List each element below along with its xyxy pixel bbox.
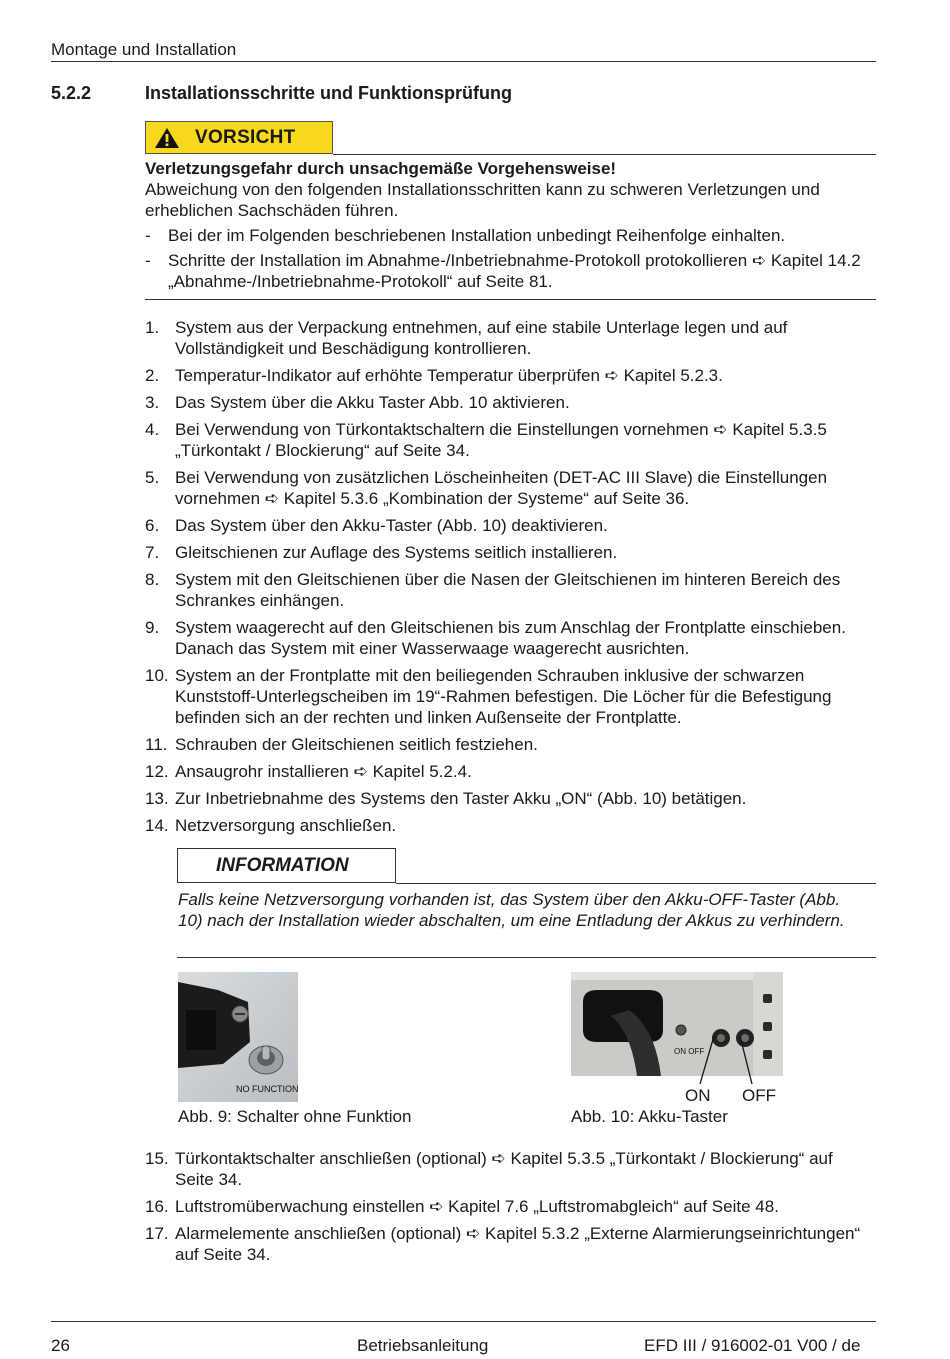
section-number: 5.2.2 [51, 83, 92, 103]
information-label: INFORMATION [216, 854, 349, 876]
list-item: 12. Ansaugrohr installieren ➪ Kapitel 5.2.4. [145, 762, 472, 781]
list-item: 16. Luftstromüberwachung einstellen ➪ Kapitel 7.6 „Luftstromabgleich“ auf Seite 48. [145, 1197, 779, 1216]
warning-item: - Schritte der Installation im Abnahme-/Inbetriebnahme-Protokoll protokollieren ➪ Kapitel 14.2 „Abnahme-/Inbetriebnahme-Protokoll“ auf Seite 81. [145, 251, 861, 291]
list-item: 14. Netzversorgung anschließen. [145, 816, 397, 835]
list-item: 4. Bei Verwendung von Türkontaktschaltern die Einstellungen vornehmen ➪ Kapitel 5.3.5 „Türkontakt / Blockierung“ auf Seite 34. [145, 420, 827, 460]
figure-10-off-label: OFF [742, 1086, 776, 1105]
warning-headline: Verletzungsgefahr durch unsachgemäße Vorgehensweise! [145, 159, 617, 178]
list-item: 10. System an der Frontplatte mit den beiliegenden Schrauben inklusive der schwarzen Kunststoff-Unterlegscheiben im 19“-Rahmen befestigen. Die Löcher für die Befestigung befinden sich an der rechten und linken Außenseite der Frontplatte. [145, 666, 832, 727]
warning-triangle-icon [154, 127, 180, 149]
running-header: Montage und Installation [51, 40, 237, 59]
warning-end-rule [145, 299, 876, 300]
warning-text: Abweichung von den folgenden Installationsschritten kann zu schweren Verletzungen und erheblichen Sachschäden führen. [145, 180, 820, 220]
figure-9-photo-label: NO FUNCTION [236, 1084, 298, 1094]
list-item: 9. System waagerecht auf den Gleitschienen bis zum Anschlag der Frontplatte einschieben. Danach das System mit einer Wasserwaage waagerecht ausrichten. [145, 618, 846, 658]
footer-center: Betriebsanleitung [357, 1336, 489, 1355]
list-item: 8. System mit den Gleitschienen über die Nasen der Gleitschienen im hinteren Bereich des Schrankes einhängen. [145, 570, 841, 610]
section-title: Installationsschritte und Funktionsprüfung [145, 83, 512, 103]
figure-9-image [178, 972, 298, 1102]
steps-list [145, 317, 876, 842]
warning-label-box [145, 121, 333, 154]
warning-body [145, 158, 876, 292]
information-text: Falls keine Netzversorgung vorhanden ist, das System über den Akku-OFF-Taster (Abb. 10) nach der Installation wieder abschalten, um eine Entladung der Akkus zu verhindern. [178, 890, 845, 930]
footer-right: EFD III / 916002-01 V00 / de [644, 1336, 861, 1355]
header-rule [51, 61, 876, 62]
list-item: 5. Bei Verwendung von zusätzlichen Löscheinheiten (DET-AC III Slave) die Einstellungen vornehmen ➪ Kapitel 5.3.6 „Kombination der Systeme“ auf Seite 36. [145, 468, 828, 508]
list-item: 2. Temperatur-Indikator auf erhöhte Temperatur überprüfen ➪ Kapitel 5.2.3. [145, 366, 723, 385]
warning-item: - Bei der im Folgenden beschriebenen Installation unbedingt Reihenfolge einhalten. [145, 226, 786, 245]
figure-10-on-label: ON [685, 1086, 711, 1105]
list-item: 11. Schrauben der Gleitschienen seitlich festziehen. [145, 735, 538, 754]
warning-rule [333, 154, 876, 155]
footer-rule [51, 1321, 876, 1322]
information-end-rule [177, 957, 876, 958]
information-label-box [177, 848, 396, 883]
list-item: 15. Türkontaktschalter anschließen (optional) ➪ Kapitel 5.3.5 „Türkontakt / Blockierung“ auf Seite 34. [145, 1149, 833, 1189]
list-item: 1. System aus der Verpackung entnehmen, auf eine stabile Unterlage legen und auf Vollständigkeit und Beschädigung kontrollieren. [145, 318, 788, 358]
figure-10-caption: Abb. 10: Akku-Taster [571, 1107, 728, 1126]
list-item: 13. Zur Inbetriebnahme des Systems den Taster Akku „ON“ (Abb. 10) betätigen. [145, 789, 747, 808]
list-item: 3. Das System über die Akku Taster Abb. 10 aktivieren. [145, 393, 570, 412]
list-item: 6. Das System über den Akku-Taster (Abb. 10) deaktivieren. [145, 516, 608, 535]
figure-10-pointer-lines [690, 1036, 780, 1092]
list-item: 17. Alarmelemente anschließen (optional) ➪ Kapitel 5.3.2 „Externe Alarmierungseinrichtungen“ auf Seite 34. [145, 1224, 861, 1264]
page-number: 26 [51, 1336, 70, 1355]
information-rule [396, 883, 876, 884]
figure-9-caption: Abb. 9: Schalter ohne Funktion [178, 1107, 412, 1126]
steps-list-continued [145, 1148, 876, 1271]
list-item: 7. Gleitschienen zur Auflage des Systems seitlich installieren. [145, 543, 618, 562]
warning-label: VORSICHT [195, 126, 296, 148]
figure-10-switch-label: ON OFF [674, 1047, 705, 1056]
